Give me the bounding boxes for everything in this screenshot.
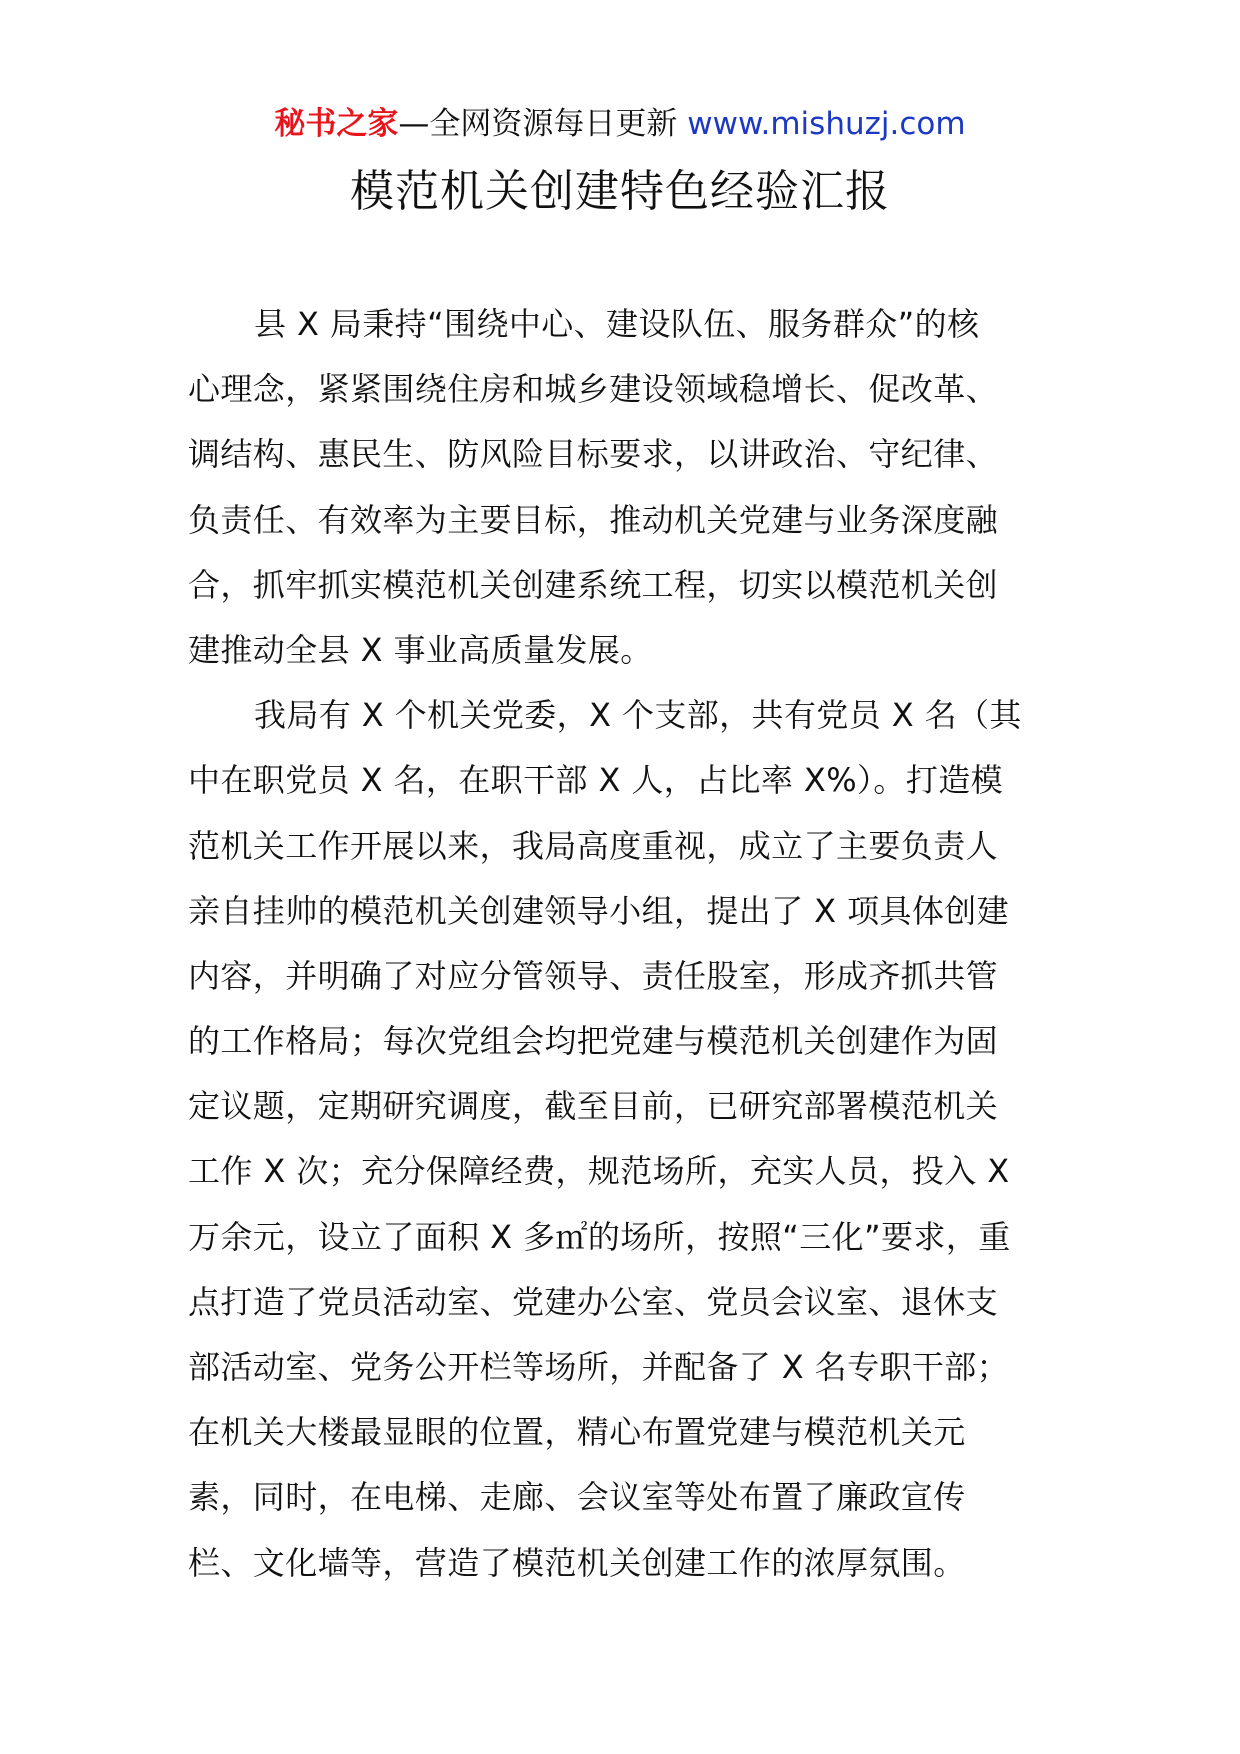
text-line: 万余元，设立了面积 X 多㎡的场所，按照“三化”要求，重 [188, 1217, 1011, 1256]
paragraph-2 [188, 683, 1052, 1596]
site-header [0, 102, 1240, 146]
document-body [188, 292, 1052, 1596]
text-line: 范机关工作开展以来，我局高度重视，成立了主要负责人 [188, 826, 999, 865]
paragraph-1 [188, 292, 1052, 683]
text-line: 素，同时，在电梯、走廊、会议室等处布置了廉政宣传 [188, 1478, 966, 1517]
site-tagline: —全网资源每日更新 [398, 106, 688, 142]
text-line: 心理念，紧紧围绕住房和城乡建设领域稳增长、促改革、 [188, 370, 999, 409]
site-brand: 秘书之家 [274, 106, 399, 142]
text-line: 内容，并明确了对应分管领导、责任股室，形成齐抓共管 [188, 956, 999, 995]
text-line: 工作 X 次；充分保障经费，规范场所，充实人员，投入 X [188, 1152, 1010, 1191]
text-line: 的工作格局；每次党组会均把党建与模范机关创建作为固 [188, 1022, 999, 1061]
text-line: 部活动室、党务公开栏等场所，并配备了 X 名专职干部； [188, 1348, 1010, 1386]
text-line: 定议题，定期研究调度，截至目前，已研究部署模范机关 [188, 1087, 999, 1126]
text-line: 合，抓牢抓实模范机关创建系统工程，切实以模范机关创 [188, 565, 999, 604]
text-line: 调结构、惠民生、防风险目标要求，以讲政治、守纪律、 [188, 435, 999, 474]
text-line: 县 X 局秉持“围绕中心、建设队伍、服务群众”的核 [254, 305, 980, 343]
text-line: 点打造了党员活动室、党建办公室、党员会议室、退休支 [188, 1282, 999, 1321]
text-line: 负责任、有效率为主要目标，推动机关党建与业务深度融 [188, 500, 999, 539]
text-line: 中在职党员 X 名，在职干部 X 人，占比率 X%）。打造模 [188, 761, 1004, 800]
document-title: 模范机关创建特色经验汇报 [350, 166, 890, 217]
text-line: 在机关大楼最显眼的位置，精心布置党建与模范机关元 [188, 1413, 966, 1452]
text-line: 亲自挂帅的模范机关创建领导小组，提出了 X 项具体创建 [188, 891, 1010, 930]
text-line: 栏、文化墙等，营造了模范机关创建工作的浓厚氛围。 [188, 1543, 966, 1582]
text-line: 建推动全县 X 事业高质量发展。 [188, 630, 653, 669]
text-line: 我局有 X 个机关党委，X 个支部，共有党员 X 名（其 [254, 696, 1022, 735]
site-url-link[interactable]: www.mishuzj.com [687, 106, 966, 142]
